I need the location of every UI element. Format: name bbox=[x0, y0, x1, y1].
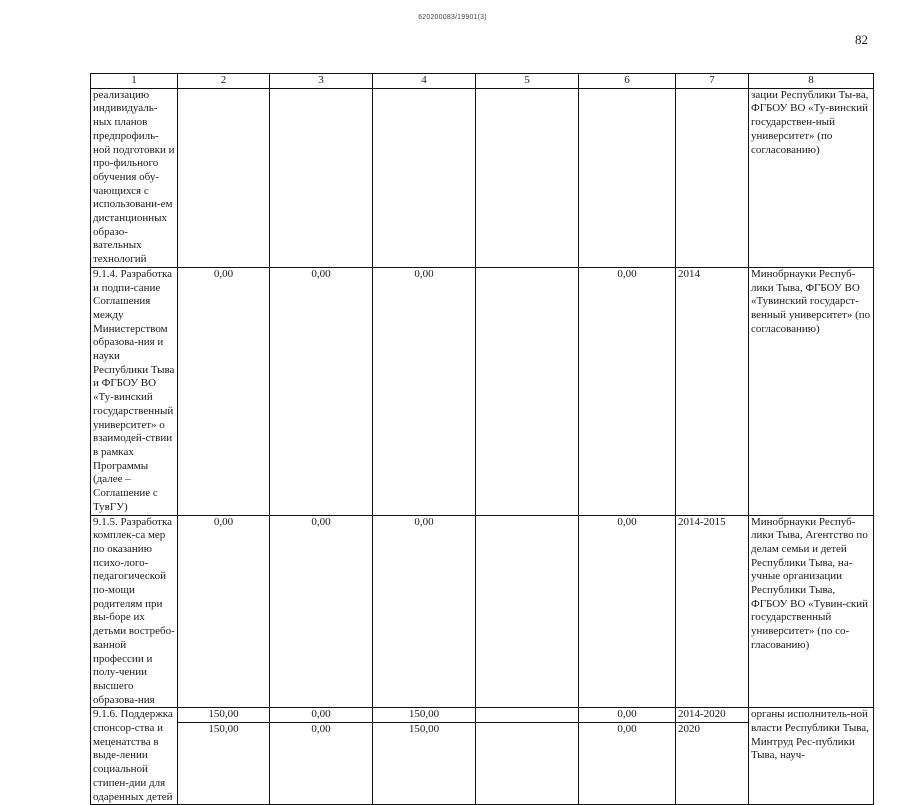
value-subrow: 150,00 bbox=[178, 708, 269, 723]
table-row bbox=[91, 515, 874, 708]
value-cell bbox=[373, 88, 476, 267]
value-subrow: 150,00 bbox=[373, 708, 475, 723]
col-num-8: 8 bbox=[749, 74, 874, 89]
value-cell: 0,00 bbox=[579, 267, 676, 515]
value-cell bbox=[178, 708, 270, 805]
executor-cell: органы исполнитель-ной власти Республики Тыва, Минтруд Рес-публики Тыва, науч- bbox=[749, 708, 874, 805]
period-cell bbox=[676, 88, 749, 267]
value-subrow: 0,00 bbox=[617, 723, 637, 736]
activity-cell: 9.1.5. Разработка комплек-са мер по оказанию психо-лого-педагогической по-мощи родителям при вы-боре их детьми востребо-ванной профессии и полу-чении высшего образова-ния bbox=[91, 515, 178, 708]
col-num-7: 7 bbox=[676, 74, 749, 89]
value-cell bbox=[373, 708, 476, 805]
page-number: 82 bbox=[855, 32, 868, 47]
executor-cell: Минобрнауки Респуб-лики Тыва, Агентство по делам семьи и детей Республики Тыва, на-учные организации Республики Тыва, ФГБОУ ВО «Тувин-ский государственный университет» (по со-гласованию) bbox=[749, 515, 874, 708]
value-subrow: 0,00 bbox=[270, 708, 372, 723]
value-cell bbox=[476, 267, 579, 515]
period-cell: 2014 bbox=[676, 267, 749, 515]
activity-cell: 9.1.6. Поддержка спонсор-ства и меценатства в выде-лении социальной стипен-дии для одаренных детей bbox=[91, 708, 178, 805]
value-cell: 0,00 bbox=[579, 515, 676, 708]
executor-cell: зации Республики Ты-ва, ФГБОУ ВО «Ту-винский государствен-ный университет» (по согласованию) bbox=[749, 88, 874, 267]
value-cell: 0,00 bbox=[270, 515, 373, 708]
value-cell bbox=[579, 708, 676, 805]
table-row bbox=[91, 88, 874, 267]
value-cell: 0,00 bbox=[178, 515, 270, 708]
value-cell bbox=[178, 88, 270, 267]
activity-cell: 9.1.4. Разработка и подпи-сание Соглашения между Министерством образова-ния и науки Республики Тыва и ФГБОУ ВО «Ту-винский государственный университет» о взаимодей-ствии в рамках Программы (далее – Соглашение с ТувГУ) bbox=[91, 267, 178, 515]
col-num-4: 4 bbox=[373, 74, 476, 89]
value-cell bbox=[270, 708, 373, 805]
value-cell bbox=[476, 88, 579, 267]
period-subrow: 2020 bbox=[678, 723, 700, 736]
col-num-6: 6 bbox=[579, 74, 676, 89]
value-cell bbox=[579, 88, 676, 267]
period-cell bbox=[676, 708, 749, 805]
executor-cell: Минобрнауки Респуб-лики Тыва, ФГБОУ ВО «Тувинский государст-венный университет» (по согласованию) bbox=[749, 267, 874, 515]
col-num-5: 5 bbox=[476, 74, 579, 89]
col-num-2: 2 bbox=[178, 74, 270, 89]
value-subrow: 0,00 bbox=[311, 723, 331, 736]
table-row bbox=[91, 708, 874, 805]
value-cell: 0,00 bbox=[270, 267, 373, 515]
value-subrow: 150,00 bbox=[208, 723, 239, 736]
value-cell bbox=[270, 88, 373, 267]
value-cell: 0,00 bbox=[178, 267, 270, 515]
column-number-row bbox=[91, 74, 874, 89]
period-cell: 2014-2015 bbox=[676, 515, 749, 708]
value-cell bbox=[476, 708, 579, 805]
value-cell: 0,00 bbox=[373, 267, 476, 515]
col-num-1: 1 bbox=[91, 74, 178, 89]
table-row bbox=[91, 267, 874, 515]
activity-cell: реализацию индивидуаль-ных планов предпрофиль-ной подготовки и про-фильного обучения обу-чающихся с использовани-ем дистанционных образо-вательных технологий bbox=[91, 88, 178, 267]
value-cell: 0,00 bbox=[373, 515, 476, 708]
col-num-3: 3 bbox=[270, 74, 373, 89]
value-subrow bbox=[476, 708, 578, 723]
program-table bbox=[90, 73, 874, 805]
value-cell bbox=[476, 515, 579, 708]
document-id: 620200083/19901(3) bbox=[418, 14, 487, 21]
value-subrow: 0,00 bbox=[579, 708, 675, 723]
period-subrow: 2014-2020 bbox=[676, 708, 748, 723]
value-subrow: 150,00 bbox=[408, 723, 440, 736]
